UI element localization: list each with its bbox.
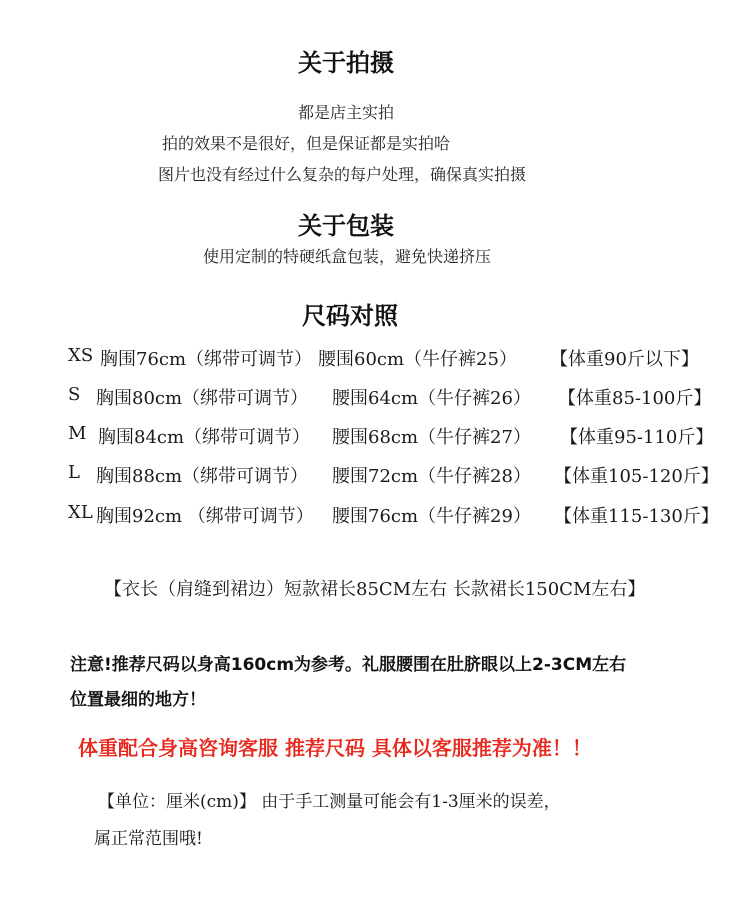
unit-note-line-2: 属正常范围哦! [94, 829, 203, 849]
weight-cell: 【体重90斤以下】 [550, 349, 699, 370]
unit-note-line-1: 【单位：厘米(cm)】 由于手工测量可能会有1-3厘米的误差， [98, 792, 561, 812]
bust-cell: 胸围92cm （绑带可调节） [96, 506, 314, 527]
waist-cell: 腰围76cm（牛仔裤29） [332, 506, 531, 527]
size-chart-title: 尺码对照 [302, 301, 398, 330]
size-label: XL [68, 502, 93, 523]
bust-cell: 胸围76cm（绑带可调节） [100, 349, 313, 370]
bust-cell: 胸围88cm（绑带可调节） [96, 466, 309, 487]
shoot-title: 关于拍摄 [298, 48, 394, 77]
notice-line-2: 位置最细的地方！ [70, 690, 206, 710]
waist-cell: 腰围72cm（牛仔裤28） [332, 466, 531, 487]
packaging-title: 关于包装 [298, 211, 394, 240]
size-label: S [68, 384, 81, 405]
size-label: M [68, 423, 87, 444]
waist-cell: 腰围68cm（牛仔裤27） [332, 427, 531, 448]
packaging-text: 使用定制的特硬纸盒包装，避免快递挤压 [203, 247, 492, 266]
size-label: XS [68, 345, 94, 366]
weight-cell: 【体重85-100斤】 [558, 388, 712, 409]
notice-line-1: 注意!推荐尺码以身高160cm为参考。礼服腰围在肚脐眼以上2-3CM左右 [70, 655, 627, 675]
waist-cell: 腰围60cm（牛仔裤25） [318, 349, 517, 370]
red-notice: 体重配合身高咨询客服 推荐尺码 具体以客服推荐为准！！ [78, 736, 592, 760]
weight-cell: 【体重105-120斤】 [554, 466, 719, 487]
waist-cell: 腰围64cm（牛仔裤26） [332, 388, 531, 409]
shoot-line-2: 拍的效果不是很好，但是保证都是实拍哈 [162, 134, 451, 153]
bust-cell: 胸围84cm（绑带可调节） [98, 427, 311, 448]
weight-cell: 【体重95-110斤】 [560, 427, 714, 448]
shoot-line-3: 图片也没有经过什么复杂的每户处理，确保真实拍摄 [158, 165, 527, 184]
length-note: 【衣长（肩缝到裙边）短款裙长85CM左右 长款裙长150CM左右】 [104, 579, 646, 600]
shoot-line-1: 都是店主实拍 [298, 103, 395, 122]
bust-cell: 胸围80cm（绑带可调节） [96, 388, 309, 409]
size-label: L [68, 462, 80, 483]
weight-cell: 【体重115-130斤】 [554, 506, 719, 527]
